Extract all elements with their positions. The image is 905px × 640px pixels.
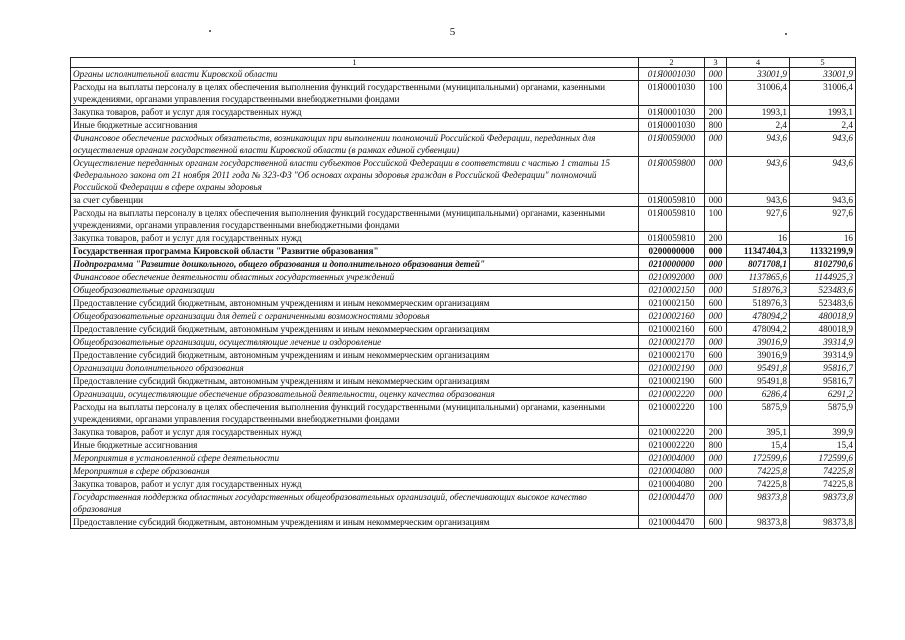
row-name-cell: за счет субвенции [71,194,639,207]
table-row [71,245,856,258]
header-cell: 1 [71,58,639,68]
scan-speck [209,30,211,32]
table-row [71,310,856,323]
row-amount-2-cell: 98373,8 [790,491,856,516]
row-code-cell: 0210002160 [639,323,705,336]
row-expense-type-cell: 600 [705,375,727,388]
row-amount-1-cell: 39016,9 [727,336,790,349]
row-expense-type-cell: 200 [705,478,727,491]
row-amount-2-cell: 523483,6 [790,297,856,310]
header-cell: 3 [705,58,727,68]
row-amount-2-cell: 1993,1 [790,106,856,119]
table-row [71,132,856,157]
row-name-cell: Финансовое обеспечение деятельности областных государственных учреждений [71,271,639,284]
table-row [71,271,856,284]
row-amount-2-cell: 74225,8 [790,465,856,478]
row-name-cell: Предоставление субсидий бюджетным, автономным учреждениям и иным некоммерческим организациям [71,516,639,529]
row-name-cell: Предоставление субсидий бюджетным, автономным учреждениям и иным некоммерческим организациям [71,375,639,388]
table-row [71,207,856,232]
row-code-cell: 0210002150 [639,284,705,297]
row-amount-1-cell: 172599,6 [727,452,790,465]
row-name-cell: Органы исполнительной власти Кировской области [71,68,639,81]
table-row [71,297,856,310]
row-code-cell: 0210004080 [639,465,705,478]
row-amount-2-cell: 16 [790,232,856,245]
row-code-cell: 0200000000 [639,245,705,258]
row-expense-type-cell: 000 [705,258,727,271]
table-row [71,258,856,271]
row-expense-type-cell: 600 [705,297,727,310]
row-amount-1-cell: 2,4 [727,119,790,132]
row-expense-type-cell: 000 [705,452,727,465]
row-amount-1-cell: 8071708,1 [727,258,790,271]
row-code-cell: 0210002220 [639,401,705,426]
row-expense-type-cell: 000 [705,310,727,323]
table-row [71,349,856,362]
row-code-cell: 0210002170 [639,349,705,362]
row-amount-1-cell: 98373,8 [727,516,790,529]
row-expense-type-cell: 100 [705,401,727,426]
row-amount-1-cell: 6286,4 [727,388,790,401]
row-amount-1-cell: 1993,1 [727,106,790,119]
table-row [71,491,856,516]
row-amount-2-cell: 399,9 [790,426,856,439]
row-expense-type-cell: 000 [705,491,727,516]
row-name-cell: Расходы на выплаты персоналу в целях обеспечения выполнения функций государственными (муниципальными) органами, казенными учреждениями, органами управления государственными внебюджетными фондами [71,81,639,106]
row-expense-type-cell: 000 [705,388,727,401]
row-name-cell: Осуществление переданных органам государственной власти субъектов Российской Федерации в соответствии с частью 1 статьи 15 Федерального закона от 21 ноября 2011 года № 323-ФЗ "Об основах охраны здоровья граждан в Российской Федерации" полномочий Российской Федерации в сфере охраны здоровья [71,157,639,194]
row-code-cell: 0210000000 [639,258,705,271]
row-amount-1-cell: 98373,8 [727,491,790,516]
table-row [71,81,856,106]
table-row [71,119,856,132]
row-amount-1-cell: 943,6 [727,194,790,207]
row-name-cell: Подпрограмма "Развитие дошкольного, общего образования и дополнительного образования детей" [71,258,639,271]
row-amount-1-cell: 31006,4 [727,81,790,106]
row-code-cell: 0210002190 [639,362,705,375]
row-name-cell: Закупка товаров, работ и услуг для государственных нужд [71,426,639,439]
row-amount-2-cell: 480018,9 [790,310,856,323]
row-code-cell: 01Я0001030 [639,68,705,81]
row-name-cell: Организации дополнительного образования [71,362,639,375]
row-amount-1-cell: 16 [727,232,790,245]
row-name-cell: Иные бюджетные ассигнования [71,439,639,452]
table-row [71,106,856,119]
row-amount-1-cell: 518976,3 [727,284,790,297]
header-cell: 5 [790,58,856,68]
row-code-cell: 01Я0001030 [639,106,705,119]
row-name-cell: Финансовое обеспечение расходных обязательств, возникающих при выполнении полномочий Российской Федерации, переданных для осуществления органам государственной власти Кировской области (в рамках единой субвенции) [71,132,639,157]
row-code-cell: 0210002220 [639,439,705,452]
row-amount-2-cell: 33001,9 [790,68,856,81]
row-amount-1-cell: 95491,8 [727,375,790,388]
row-expense-type-cell: 000 [705,284,727,297]
table-row [71,157,856,194]
row-amount-2-cell: 1144925,3 [790,271,856,284]
row-code-cell: 0210002190 [639,375,705,388]
row-amount-2-cell: 943,6 [790,194,856,207]
table-row [71,465,856,478]
row-expense-type-cell: 000 [705,68,727,81]
row-expense-type-cell: 600 [705,516,727,529]
row-amount-2-cell: 943,6 [790,157,856,194]
row-expense-type-cell: 000 [705,194,727,207]
row-code-cell: 01Я0059810 [639,207,705,232]
row-amount-2-cell: 6291,2 [790,388,856,401]
table-row [71,452,856,465]
row-name-cell: Иные бюджетные ассигнования [71,119,639,132]
table-row [71,194,856,207]
row-amount-2-cell: 95816,7 [790,362,856,375]
header-cell: 2 [639,58,705,68]
row-amount-2-cell: 39314,9 [790,349,856,362]
header-row [71,58,856,68]
row-name-cell: Закупка товаров, работ и услуг для государственных нужд [71,232,639,245]
budget-table [70,57,856,529]
row-code-cell: 01Я0001030 [639,119,705,132]
table-row [71,426,856,439]
row-amount-1-cell: 39016,9 [727,349,790,362]
row-code-cell: 0210002220 [639,426,705,439]
row-expense-type-cell: 100 [705,81,727,106]
row-expense-type-cell: 800 [705,119,727,132]
row-amount-2-cell: 943,6 [790,132,856,157]
table-row [71,336,856,349]
row-amount-1-cell: 95491,8 [727,362,790,375]
table-row [71,284,856,297]
row-expense-type-cell: 200 [705,106,727,119]
row-amount-1-cell: 478094,2 [727,310,790,323]
row-amount-1-cell: 11347404,3 [727,245,790,258]
table-row [71,375,856,388]
row-amount-2-cell: 95816,7 [790,375,856,388]
row-name-cell: Общеобразовательные организации для детей с ограниченными возможностями здоровья [71,310,639,323]
row-code-cell: 0210004470 [639,516,705,529]
row-code-cell: 0210002160 [639,310,705,323]
row-name-cell: Государственная программа Кировской области "Развитие образования" [71,245,639,258]
row-amount-2-cell: 480018,9 [790,323,856,336]
row-expense-type-cell: 000 [705,336,727,349]
row-amount-1-cell: 943,6 [727,157,790,194]
row-code-cell: 01Я0059800 [639,157,705,194]
table-row [71,516,856,529]
row-name-cell: Организации, осуществляющие обеспечение образовательной деятельности, оценку качества образования [71,388,639,401]
row-amount-2-cell: 2,4 [790,119,856,132]
page-number: 5 [449,26,456,38]
row-code-cell: 0210002220 [639,388,705,401]
row-name-cell: Мероприятия в установленной сфере деятельности [71,452,639,465]
row-amount-1-cell: 74225,8 [727,478,790,491]
row-expense-type-cell: 000 [705,245,727,258]
row-amount-2-cell: 927,6 [790,207,856,232]
row-amount-2-cell: 98373,8 [790,516,856,529]
row-amount-2-cell: 11332199,9 [790,245,856,258]
row-expense-type-cell: 800 [705,439,727,452]
row-name-cell: Расходы на выплаты персоналу в целях обеспечения выполнения функций государственными (муниципальными) органами, казенными учреждениями, органами управления государственными внебюджетными фондами [71,207,639,232]
row-amount-1-cell: 927,6 [727,207,790,232]
row-amount-1-cell: 478094,2 [727,323,790,336]
row-expense-type-cell: 100 [705,207,727,232]
row-name-cell: Государственная поддержка областных государственных общеобразовательных организаций, обеспечивающих высокое качество образования [71,491,639,516]
row-expense-type-cell: 600 [705,323,727,336]
table-row [71,68,856,81]
row-expense-type-cell: 200 [705,232,727,245]
row-name-cell: Общеобразовательные организации [71,284,639,297]
row-amount-1-cell: 74225,8 [727,465,790,478]
table-row [71,388,856,401]
table-row [71,478,856,491]
row-code-cell: 0210004470 [639,491,705,516]
row-amount-1-cell: 33001,9 [727,68,790,81]
row-expense-type-cell: 000 [705,132,727,157]
row-expense-type-cell: 000 [705,157,727,194]
row-code-cell: 01Я0059810 [639,232,705,245]
row-amount-1-cell: 943,6 [727,132,790,157]
row-amount-2-cell: 39314,9 [790,336,856,349]
row-code-cell: 01Я0001030 [639,81,705,106]
row-amount-2-cell: 74225,8 [790,478,856,491]
row-expense-type-cell: 000 [705,271,727,284]
header-cell: 4 [727,58,790,68]
row-amount-2-cell: 172599,6 [790,452,856,465]
scan-speck [785,33,787,35]
row-name-cell: Закупка товаров, работ и услуг для государственных нужд [71,106,639,119]
row-name-cell: Предоставление субсидий бюджетным, автономным учреждениям и иным некоммерческим организациям [71,323,639,336]
table-row [71,362,856,375]
row-name-cell: Закупка товаров, работ и услуг для государственных нужд [71,478,639,491]
row-amount-1-cell: 518976,3 [727,297,790,310]
table-row [71,232,856,245]
row-expense-type-cell: 000 [705,362,727,375]
row-code-cell: 0210002170 [639,336,705,349]
row-expense-type-cell: 200 [705,426,727,439]
row-name-cell: Предоставление субсидий бюджетным, автономным учреждениям и иным некоммерческим организациям [71,297,639,310]
row-expense-type-cell: 600 [705,349,727,362]
row-amount-2-cell: 523483,6 [790,284,856,297]
row-name-cell: Расходы на выплаты персоналу в целях обеспечения выполнения функций государственными (муниципальными) органами, казенными учреждениями, органами управления государственными внебюджетными фондами [71,401,639,426]
row-amount-2-cell: 8102790,6 [790,258,856,271]
table-row [71,439,856,452]
row-amount-1-cell: 1137865,6 [727,271,790,284]
row-code-cell: 0210002150 [639,297,705,310]
row-amount-2-cell: 5875,9 [790,401,856,426]
row-code-cell: 01Я0059810 [639,194,705,207]
row-code-cell: 0210092000 [639,271,705,284]
row-amount-2-cell: 31006,4 [790,81,856,106]
row-expense-type-cell: 000 [705,465,727,478]
row-code-cell: 01Я0059000 [639,132,705,157]
row-amount-1-cell: 395,1 [727,426,790,439]
row-code-cell: 0210004080 [639,478,705,491]
row-name-cell: Мероприятия в сфере образования [71,465,639,478]
row-amount-1-cell: 15,4 [727,439,790,452]
row-code-cell: 0210004000 [639,452,705,465]
row-name-cell: Предоставление субсидий бюджетным, автономным учреждениям и иным некоммерческим организациям [71,349,639,362]
row-amount-1-cell: 5875,9 [727,401,790,426]
table-row [71,401,856,426]
row-name-cell: Общеобразовательные организации, осуществляющие лечение и оздоровление [71,336,639,349]
row-amount-2-cell: 15,4 [790,439,856,452]
table-row [71,323,856,336]
